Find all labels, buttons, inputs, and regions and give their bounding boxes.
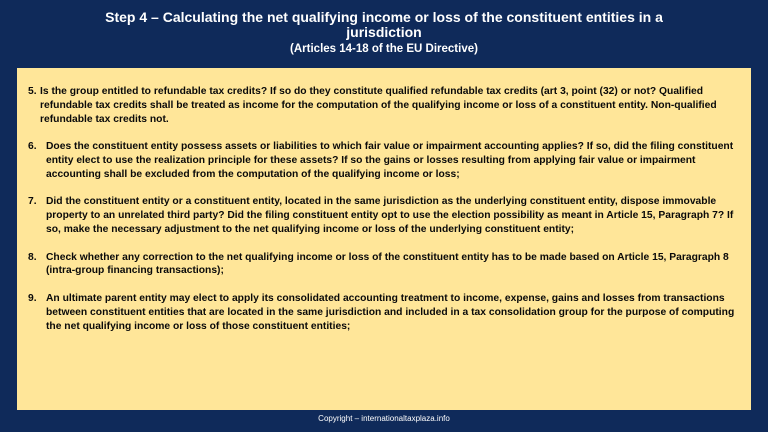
list-item-7 bbox=[28, 195, 741, 236]
slide-header bbox=[0, 10, 768, 56]
list-item-6 bbox=[28, 140, 741, 181]
list-item-5 bbox=[28, 85, 741, 126]
item-text: Does the constituent entity possess assets or liabilities to which fair value or impairment accounting applies? If so, did the filing constituent entity elect to use the realization principle for these assets? If so the gains or losses resulting from applying fair value or impairment accounting shall be excluded from the computation of the qualifying income or loss; bbox=[46, 141, 734, 180]
item-number: 6. bbox=[28, 141, 37, 153]
list-item-8 bbox=[28, 251, 741, 279]
item-text: An ultimate parent entity may elect to apply its consolidated accounting treatment to income, expense, gains and losses from transactions between constituent entities that are located in the same jurisdiction and included in a tax consolidation group for the purpose of computing the net qualifying income or loss of those constituent entities; bbox=[46, 292, 735, 332]
item-text: Did the constituent entity or a constituent entity, located in the same jurisdiction as the underlying constituent entity, dispose immovable property to an unrelated third party? Did the filing constituent entity opt to use the election possibility as meant in Article 15, Paragraph 7? If so, make the necessary adjustment to the net qualifying income or loss of the underlying constituent entity; bbox=[46, 196, 734, 235]
item-number: 5. bbox=[28, 86, 37, 97]
item-text: Is the group entitled to refundable tax credits? If so do they constitute qualified refundable tax credits (art 3, point (32) or not? Qualified refundable tax credits shall be treated as income for the computation of the qualifying income or loss of a constituent entity. Non-qualified refundable tax credits not. bbox=[40, 86, 717, 125]
list-item-9 bbox=[28, 292, 741, 333]
slide-title: Step 4 – Calculating the net qualifying income or loss of the constituent entities in a jurisdiction bbox=[105, 9, 663, 40]
item-number: 9. bbox=[28, 292, 37, 304]
item-text: Check whether any correction to the net qualifying income or loss of the constituent entity has to be made based on Article 15, Paragraph 8 (intra-group financing transactions); bbox=[46, 251, 729, 277]
slide-subtitle: (Articles 14-18 of the EU Directive) bbox=[290, 43, 478, 55]
copyright-footer: Copyright – internationaltaxplaza.info bbox=[318, 414, 450, 423]
content-box bbox=[17, 68, 751, 410]
item-number: 8. bbox=[28, 251, 37, 263]
item-number: 7. bbox=[28, 196, 37, 208]
